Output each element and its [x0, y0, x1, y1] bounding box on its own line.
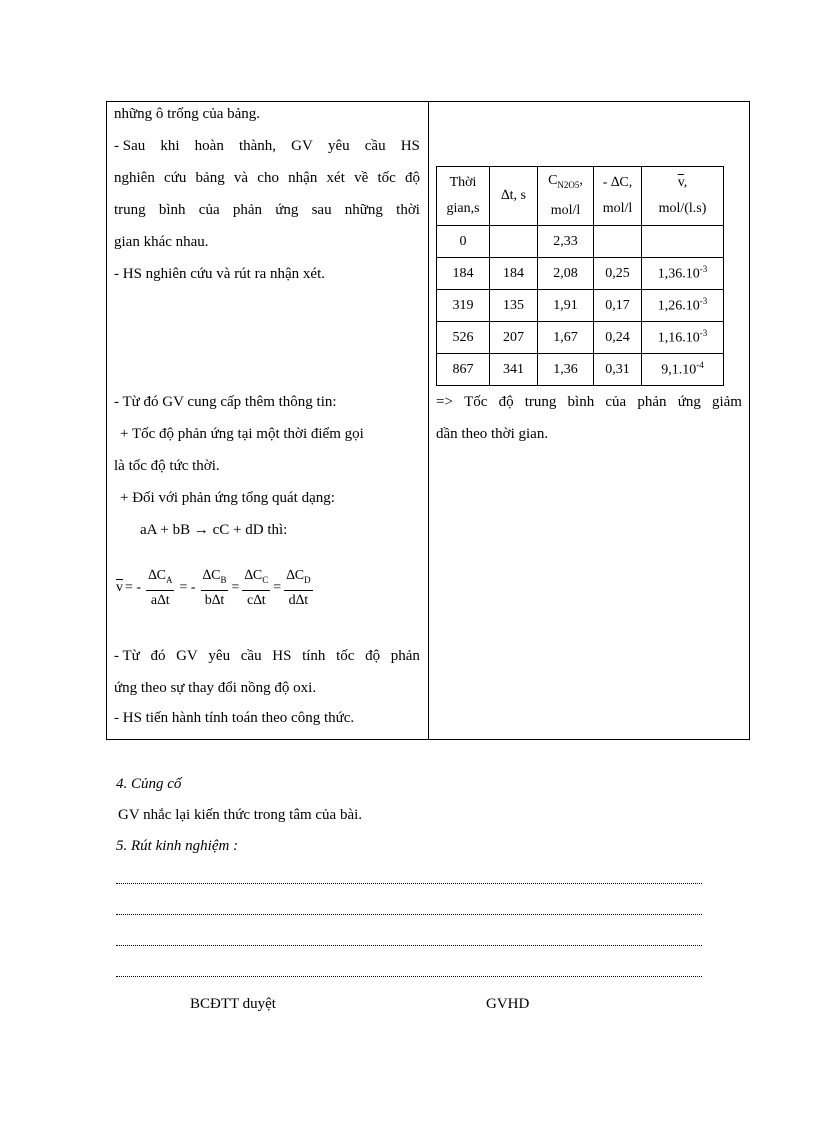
blank-line-2 — [116, 913, 702, 915]
table-header-row — [437, 167, 724, 226]
header-rate: $\overline{v}$, mol/(l.s) — [642, 167, 724, 226]
header-concentration: $C_{N2O5}$, mol/l — [538, 167, 594, 226]
section-4-title: 4. Củng cố — [116, 776, 182, 792]
left-line-14: - HS tiến hành tính toán theo công thức. — [114, 710, 355, 726]
cell-concentration: 2,08 — [538, 258, 594, 290]
left-line-11: aA + bB → cC + dD thì: — [140, 522, 288, 538]
left-line-7: - Từ đó GV cung cấp thêm thông tin: — [114, 394, 337, 410]
table-row — [437, 322, 724, 354]
cell-delta-t — [490, 226, 538, 258]
left-line-3: nghiên cứu bảng và cho nhận xét về tốc độ — [114, 170, 420, 186]
cell-time: 867 — [437, 354, 490, 386]
cell-delta-c: 0,24 — [594, 322, 642, 354]
fraction-c: $\frac{\Delta C_C}{c\Delta t}$ — [244, 568, 269, 608]
table-row — [437, 290, 724, 322]
cell-time: 319 — [437, 290, 490, 322]
left-line-2: - Sau khi hoàn thành, GV yêu cầu HS — [114, 138, 420, 154]
cell-delta-c — [594, 226, 642, 258]
blank-line-1 — [116, 882, 702, 884]
column-divider — [428, 101, 429, 740]
section-4-text: GV nhắc lại kiến thức trong tâm của bài. — [118, 807, 363, 823]
cell-concentration: 1,67 — [538, 322, 594, 354]
header-time: Thời gian,s — [437, 167, 490, 226]
reaction-rate-table — [436, 166, 724, 386]
cell-rate: $1,16.10^{-3}$ — [642, 322, 724, 354]
cell-concentration: 2,33 — [538, 226, 594, 258]
cell-concentration: 1,36 — [538, 354, 594, 386]
cell-concentration: 1,91 — [538, 290, 594, 322]
formula-eq: = - — [125, 580, 142, 596]
header-delta-t: ∆t, s — [490, 167, 538, 226]
left-line-12: - Từ đó GV yêu cầu HS tính tốc độ phản — [114, 648, 420, 664]
signature-right: GVHD — [486, 996, 530, 1012]
cell-delta-c: 0,17 — [594, 290, 642, 322]
left-line-5: gian khác nhau. — [114, 234, 209, 250]
fraction-a: $\frac{\Delta C_A}{a\Delta t}$ — [148, 568, 173, 608]
cell-rate — [642, 226, 724, 258]
cell-time: 184 — [437, 258, 490, 290]
left-line-9: là tốc độ tức thời. — [114, 458, 220, 474]
cell-rate: $1,36.10^{-3}$ — [642, 258, 724, 290]
cell-rate: $9,1.10^{-4}$ — [642, 354, 724, 386]
formula-op2: = - — [179, 580, 196, 596]
left-line-10: + Đối với phản ứng tổng quát dạng: — [120, 490, 335, 506]
left-line-1: những ô trống của bảng. — [114, 106, 261, 122]
cell-delta-t: 184 — [490, 258, 538, 290]
table-row — [437, 354, 724, 386]
left-line-13: ứng theo sự thay đổi nồng độ oxi. — [114, 680, 317, 696]
table-row — [437, 226, 724, 258]
formula-op4: = — [273, 580, 282, 596]
formula-op3: = — [231, 580, 240, 596]
cell-rate: $1,26.10^{-3}$ — [642, 290, 724, 322]
cell-delta-c: 0,31 — [594, 354, 642, 386]
cell-delta-c: 0,25 — [594, 258, 642, 290]
rate-formula — [116, 566, 316, 611]
cell-time: 526 — [437, 322, 490, 354]
left-line-8: + Tốc độ phản ứng tại một thời điểm gọi — [120, 426, 364, 442]
right-line-2: dần theo thời gian. — [436, 426, 549, 442]
fraction-d: $\frac{\Delta C_D}{d\Delta t}$ — [286, 568, 311, 608]
cell-delta-t: 341 — [490, 354, 538, 386]
blank-line-4 — [116, 975, 702, 977]
left-line-6: - HS nghiên cứu và rút ra nhận xét. — [114, 266, 325, 282]
cell-time: 0 — [437, 226, 490, 258]
cell-delta-t: 135 — [490, 290, 538, 322]
section-5-title: 5. Rút kinh nghiệm : — [116, 838, 239, 854]
right-line-1: => Tốc độ trung bình của phản ứng giảm — [436, 394, 742, 410]
fraction-b: $\frac{\Delta C_B}{b\Delta t}$ — [202, 568, 227, 608]
header-delta-c: - ∆C, mol/l — [594, 167, 642, 226]
cell-delta-t: 207 — [490, 322, 538, 354]
signature-left: BCĐTT duyệt — [190, 996, 276, 1012]
formula-v: $\overline{v}$ — [116, 580, 123, 596]
table-row — [437, 258, 724, 290]
blank-line-3 — [116, 944, 702, 946]
left-line-4: trung bình của phản ứng sau những thời — [114, 202, 420, 218]
